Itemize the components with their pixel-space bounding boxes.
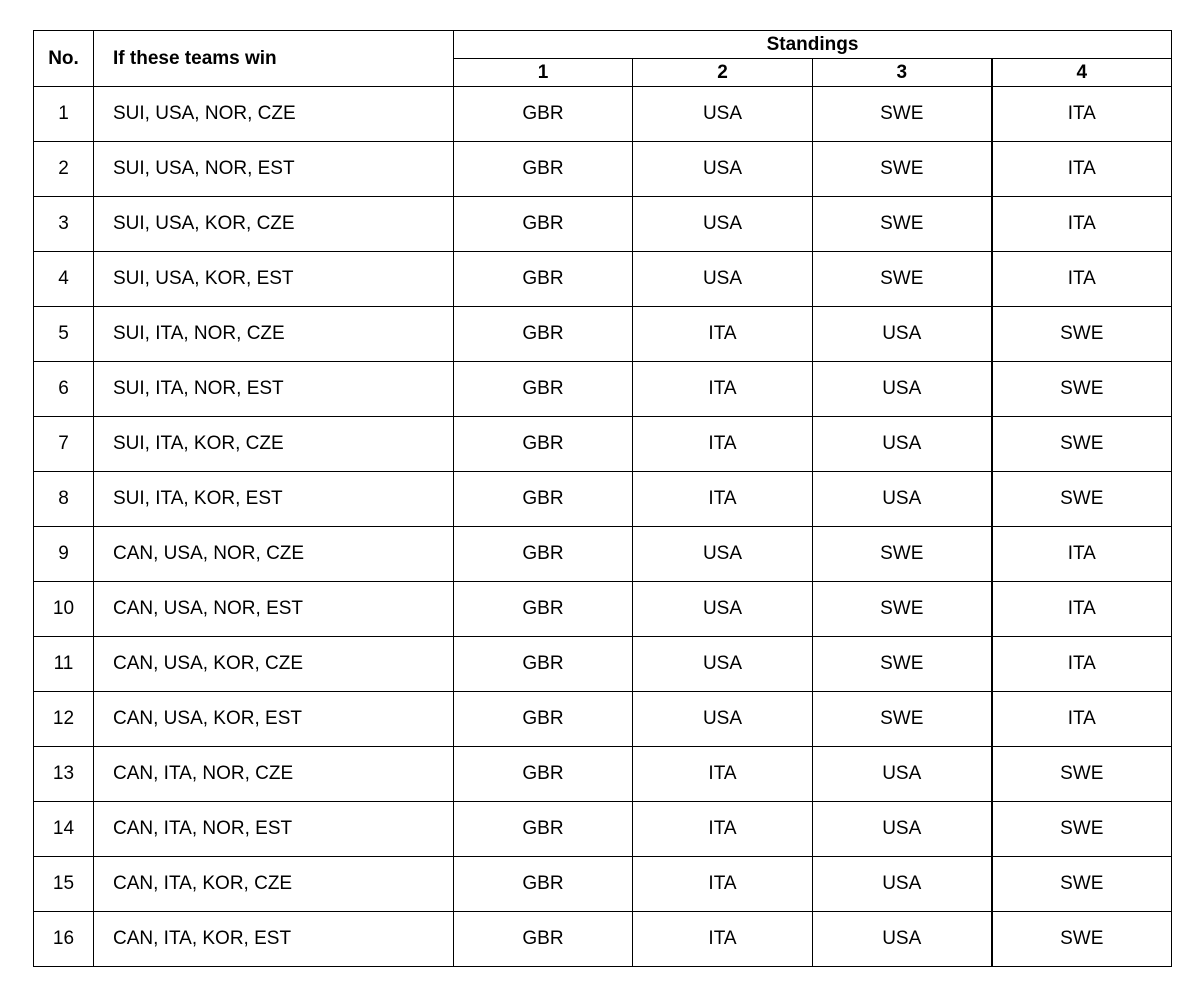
standing-position-3-cell: USA <box>813 747 992 802</box>
winning-teams-cell: CAN, USA, NOR, EST <box>94 582 454 637</box>
standing-position-4-cell: SWE <box>992 857 1172 912</box>
standing-position-2-cell: ITA <box>633 747 813 802</box>
standing-position-4-cell: SWE <box>992 417 1172 472</box>
winning-teams-cell: CAN, ITA, KOR, EST <box>94 912 454 967</box>
row-number: 1 <box>34 87 94 142</box>
standing-position-2-cell: USA <box>633 637 813 692</box>
table-row <box>34 252 1172 307</box>
winning-teams-cell: SUI, USA, NOR, CZE <box>94 87 454 142</box>
standing-position-2-cell: ITA <box>633 857 813 912</box>
standing-position-2-cell: USA <box>633 142 813 197</box>
standing-position-2-cell: ITA <box>633 307 813 362</box>
standing-position-2-cell: USA <box>633 582 813 637</box>
standing-position-4-cell: SWE <box>992 362 1172 417</box>
standing-position-3-cell: SWE <box>813 87 992 142</box>
standing-position-4-cell: ITA <box>992 197 1172 252</box>
winning-teams-cell: CAN, ITA, NOR, EST <box>94 802 454 857</box>
winning-teams-cell: SUI, ITA, KOR, EST <box>94 472 454 527</box>
standing-position-2-cell: USA <box>633 87 813 142</box>
standing-position-4-cell: SWE <box>992 747 1172 802</box>
standing-position-1-cell: GBR <box>454 417 633 472</box>
header-position-4: 4 <box>992 59 1172 87</box>
winning-teams-cell: SUI, USA, KOR, EST <box>94 252 454 307</box>
row-number: 14 <box>34 802 94 857</box>
standing-position-3-cell: USA <box>813 307 992 362</box>
table-row <box>34 197 1172 252</box>
table-row <box>34 857 1172 912</box>
row-number: 7 <box>34 417 94 472</box>
winning-teams-cell: SUI, ITA, KOR, CZE <box>94 417 454 472</box>
winning-teams-cell: CAN, ITA, NOR, CZE <box>94 747 454 802</box>
header-teams: If these teams win <box>94 31 454 87</box>
standing-position-1-cell: GBR <box>454 527 633 582</box>
standing-position-1-cell: GBR <box>454 582 633 637</box>
standing-position-2-cell: ITA <box>633 417 813 472</box>
standing-position-1-cell: GBR <box>454 857 633 912</box>
standing-position-4-cell: ITA <box>992 527 1172 582</box>
standing-position-1-cell: GBR <box>454 637 633 692</box>
standing-position-3-cell: SWE <box>813 582 992 637</box>
standing-position-3-cell: SWE <box>813 142 992 197</box>
table-row <box>34 417 1172 472</box>
standing-position-3-cell: USA <box>813 857 992 912</box>
standing-position-1-cell: GBR <box>454 142 633 197</box>
standing-position-3-cell: SWE <box>813 252 992 307</box>
table-row <box>34 362 1172 417</box>
row-number: 12 <box>34 692 94 747</box>
standing-position-1-cell: GBR <box>454 362 633 417</box>
standing-position-2-cell: USA <box>633 692 813 747</box>
standing-position-2-cell: ITA <box>633 912 813 967</box>
standing-position-2-cell: ITA <box>633 802 813 857</box>
header-position-3: 3 <box>813 59 992 87</box>
standing-position-3-cell: USA <box>813 417 992 472</box>
winning-teams-cell: CAN, ITA, KOR, CZE <box>94 857 454 912</box>
standing-position-1-cell: GBR <box>454 472 633 527</box>
header-position-2: 2 <box>633 59 813 87</box>
table-row <box>34 527 1172 582</box>
table-row <box>34 912 1172 967</box>
standing-position-4-cell: ITA <box>992 692 1172 747</box>
table-row <box>34 307 1172 362</box>
table-header <box>34 31 1172 87</box>
table-row <box>34 637 1172 692</box>
standing-position-1-cell: GBR <box>454 802 633 857</box>
standing-position-2-cell: USA <box>633 252 813 307</box>
standing-position-4-cell: ITA <box>992 582 1172 637</box>
table-body <box>34 87 1172 967</box>
table-row <box>34 802 1172 857</box>
row-number: 11 <box>34 637 94 692</box>
standing-position-3-cell: SWE <box>813 692 992 747</box>
standing-position-1-cell: GBR <box>454 252 633 307</box>
row-number: 5 <box>34 307 94 362</box>
standing-position-4-cell: ITA <box>992 87 1172 142</box>
header-standings: Standings <box>454 31 1172 59</box>
standing-position-1-cell: GBR <box>454 692 633 747</box>
standing-position-2-cell: USA <box>633 197 813 252</box>
standing-position-2-cell: ITA <box>633 472 813 527</box>
row-number: 6 <box>34 362 94 417</box>
standing-position-3-cell: SWE <box>813 527 992 582</box>
winning-teams-cell: CAN, USA, KOR, EST <box>94 692 454 747</box>
standing-position-2-cell: ITA <box>633 362 813 417</box>
standing-position-1-cell: GBR <box>454 87 633 142</box>
standing-position-4-cell: SWE <box>992 912 1172 967</box>
header-position-1: 1 <box>454 59 633 87</box>
standing-position-3-cell: USA <box>813 362 992 417</box>
standing-position-4-cell: SWE <box>992 307 1172 362</box>
standing-position-3-cell: USA <box>813 472 992 527</box>
row-number: 8 <box>34 472 94 527</box>
standing-position-1-cell: GBR <box>454 307 633 362</box>
row-number: 16 <box>34 912 94 967</box>
winning-teams-cell: CAN, USA, KOR, CZE <box>94 637 454 692</box>
standing-position-4-cell: ITA <box>992 142 1172 197</box>
row-number: 15 <box>34 857 94 912</box>
winning-teams-cell: SUI, ITA, NOR, CZE <box>94 307 454 362</box>
row-number: 10 <box>34 582 94 637</box>
row-number: 3 <box>34 197 94 252</box>
winning-teams-cell: SUI, USA, NOR, EST <box>94 142 454 197</box>
table-row <box>34 472 1172 527</box>
table-row <box>34 747 1172 802</box>
standing-position-4-cell: SWE <box>992 802 1172 857</box>
standings-table <box>33 30 1172 967</box>
row-number: 9 <box>34 527 94 582</box>
standing-position-4-cell: ITA <box>992 637 1172 692</box>
table-row <box>34 142 1172 197</box>
standing-position-1-cell: GBR <box>454 747 633 802</box>
row-number: 13 <box>34 747 94 802</box>
standing-position-4-cell: ITA <box>992 252 1172 307</box>
standing-position-3-cell: SWE <box>813 197 992 252</box>
winning-teams-cell: CAN, USA, NOR, CZE <box>94 527 454 582</box>
standing-position-4-cell: SWE <box>992 472 1172 527</box>
standing-position-3-cell: USA <box>813 802 992 857</box>
table-row <box>34 582 1172 637</box>
row-number: 2 <box>34 142 94 197</box>
winning-teams-cell: SUI, ITA, NOR, EST <box>94 362 454 417</box>
winning-teams-cell: SUI, USA, KOR, CZE <box>94 197 454 252</box>
standing-position-2-cell: USA <box>633 527 813 582</box>
standing-position-1-cell: GBR <box>454 197 633 252</box>
table-row <box>34 692 1172 747</box>
standing-position-3-cell: USA <box>813 912 992 967</box>
standing-position-1-cell: GBR <box>454 912 633 967</box>
header-no: No. <box>34 31 94 87</box>
standing-position-3-cell: SWE <box>813 637 992 692</box>
row-number: 4 <box>34 252 94 307</box>
table-row <box>34 87 1172 142</box>
